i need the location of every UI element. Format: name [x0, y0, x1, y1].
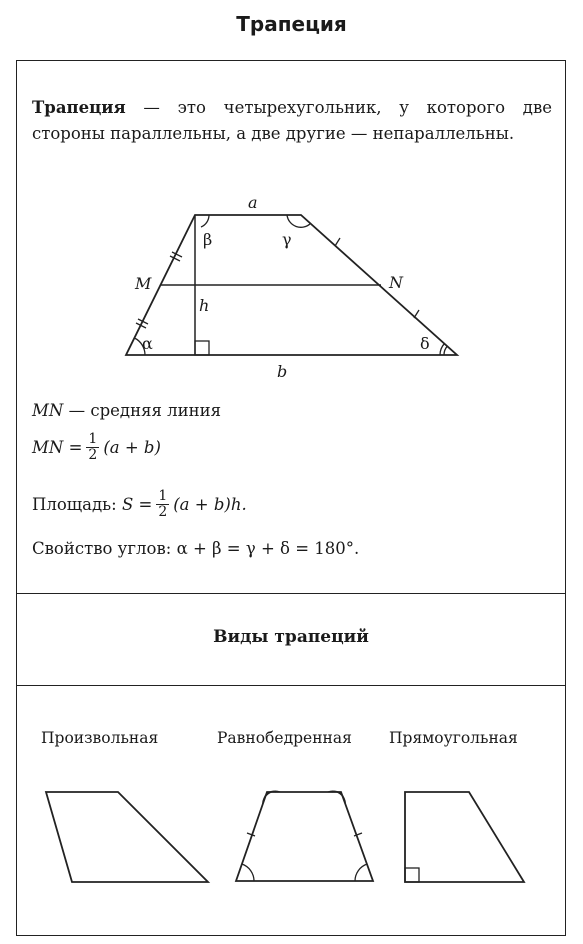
area-formula [32, 489, 247, 520]
midline-caption [32, 401, 221, 420]
type-label-right: Прямоугольная [389, 729, 518, 747]
main-trapezoid-diagram [17, 181, 565, 391]
arbitrary-trapezoid [46, 792, 208, 882]
types-heading: Виды трапеций [213, 627, 369, 647]
content-frame [16, 60, 566, 936]
midline-fraction [86, 432, 99, 463]
trapezoid-types-figures [17, 761, 565, 901]
angle-property-formula: α + β = γ + δ = 180°. [176, 539, 360, 558]
label-beta: β [203, 230, 213, 249]
area-eq: = [138, 495, 153, 514]
page-title: Трапеция [236, 12, 347, 36]
area-frac-num: 1 [158, 488, 168, 504]
midline-name: MN [32, 401, 64, 420]
label-m: M [135, 274, 152, 293]
midline-frac-den: 2 [88, 447, 98, 463]
right-trapezoid [405, 792, 524, 882]
definition-paragraph [32, 95, 552, 147]
label-b: b [277, 362, 288, 381]
midline-formula [32, 432, 161, 463]
area-label: Площадь: [32, 495, 117, 514]
label-a: a [248, 193, 258, 212]
definition-text: — это четырехугольник, у которого две стороны параллельны, а две другие — непараллельны. [32, 98, 552, 143]
area-lhs: S [121, 495, 134, 514]
midline-caption-text: — средняя линия [68, 401, 222, 420]
type-label-arbitrary: Произвольная [41, 729, 159, 747]
angle-arc-beta [201, 215, 209, 227]
type-label-isosceles: Равнобедренная [217, 729, 352, 747]
tick-marks-right [335, 238, 419, 318]
right-angle-mark [195, 341, 209, 355]
angle-property [32, 539, 359, 558]
label-gamma: γ [282, 230, 292, 249]
angle-arc-delta-inner [444, 346, 448, 355]
label-delta: δ [420, 334, 430, 353]
midline-lhs: MN [32, 438, 64, 457]
area-frac-den: 2 [158, 504, 168, 520]
midline-eq: = [68, 438, 83, 457]
label-alpha: α [142, 334, 153, 353]
midline-rhs: (a + b) [103, 438, 161, 457]
label-h: h [199, 296, 210, 315]
section-divider-bottom [17, 685, 565, 686]
label-n: N [389, 273, 403, 292]
section-divider-top [17, 593, 565, 594]
midline-frac-num: 1 [88, 431, 98, 447]
area-fraction [156, 489, 169, 520]
area-rhs: (a + b)h. [173, 495, 247, 514]
isosceles-trapezoid [236, 791, 373, 881]
definition-term: Трапеция [32, 98, 126, 117]
angle-property-label: Свойство углов: [32, 539, 172, 558]
